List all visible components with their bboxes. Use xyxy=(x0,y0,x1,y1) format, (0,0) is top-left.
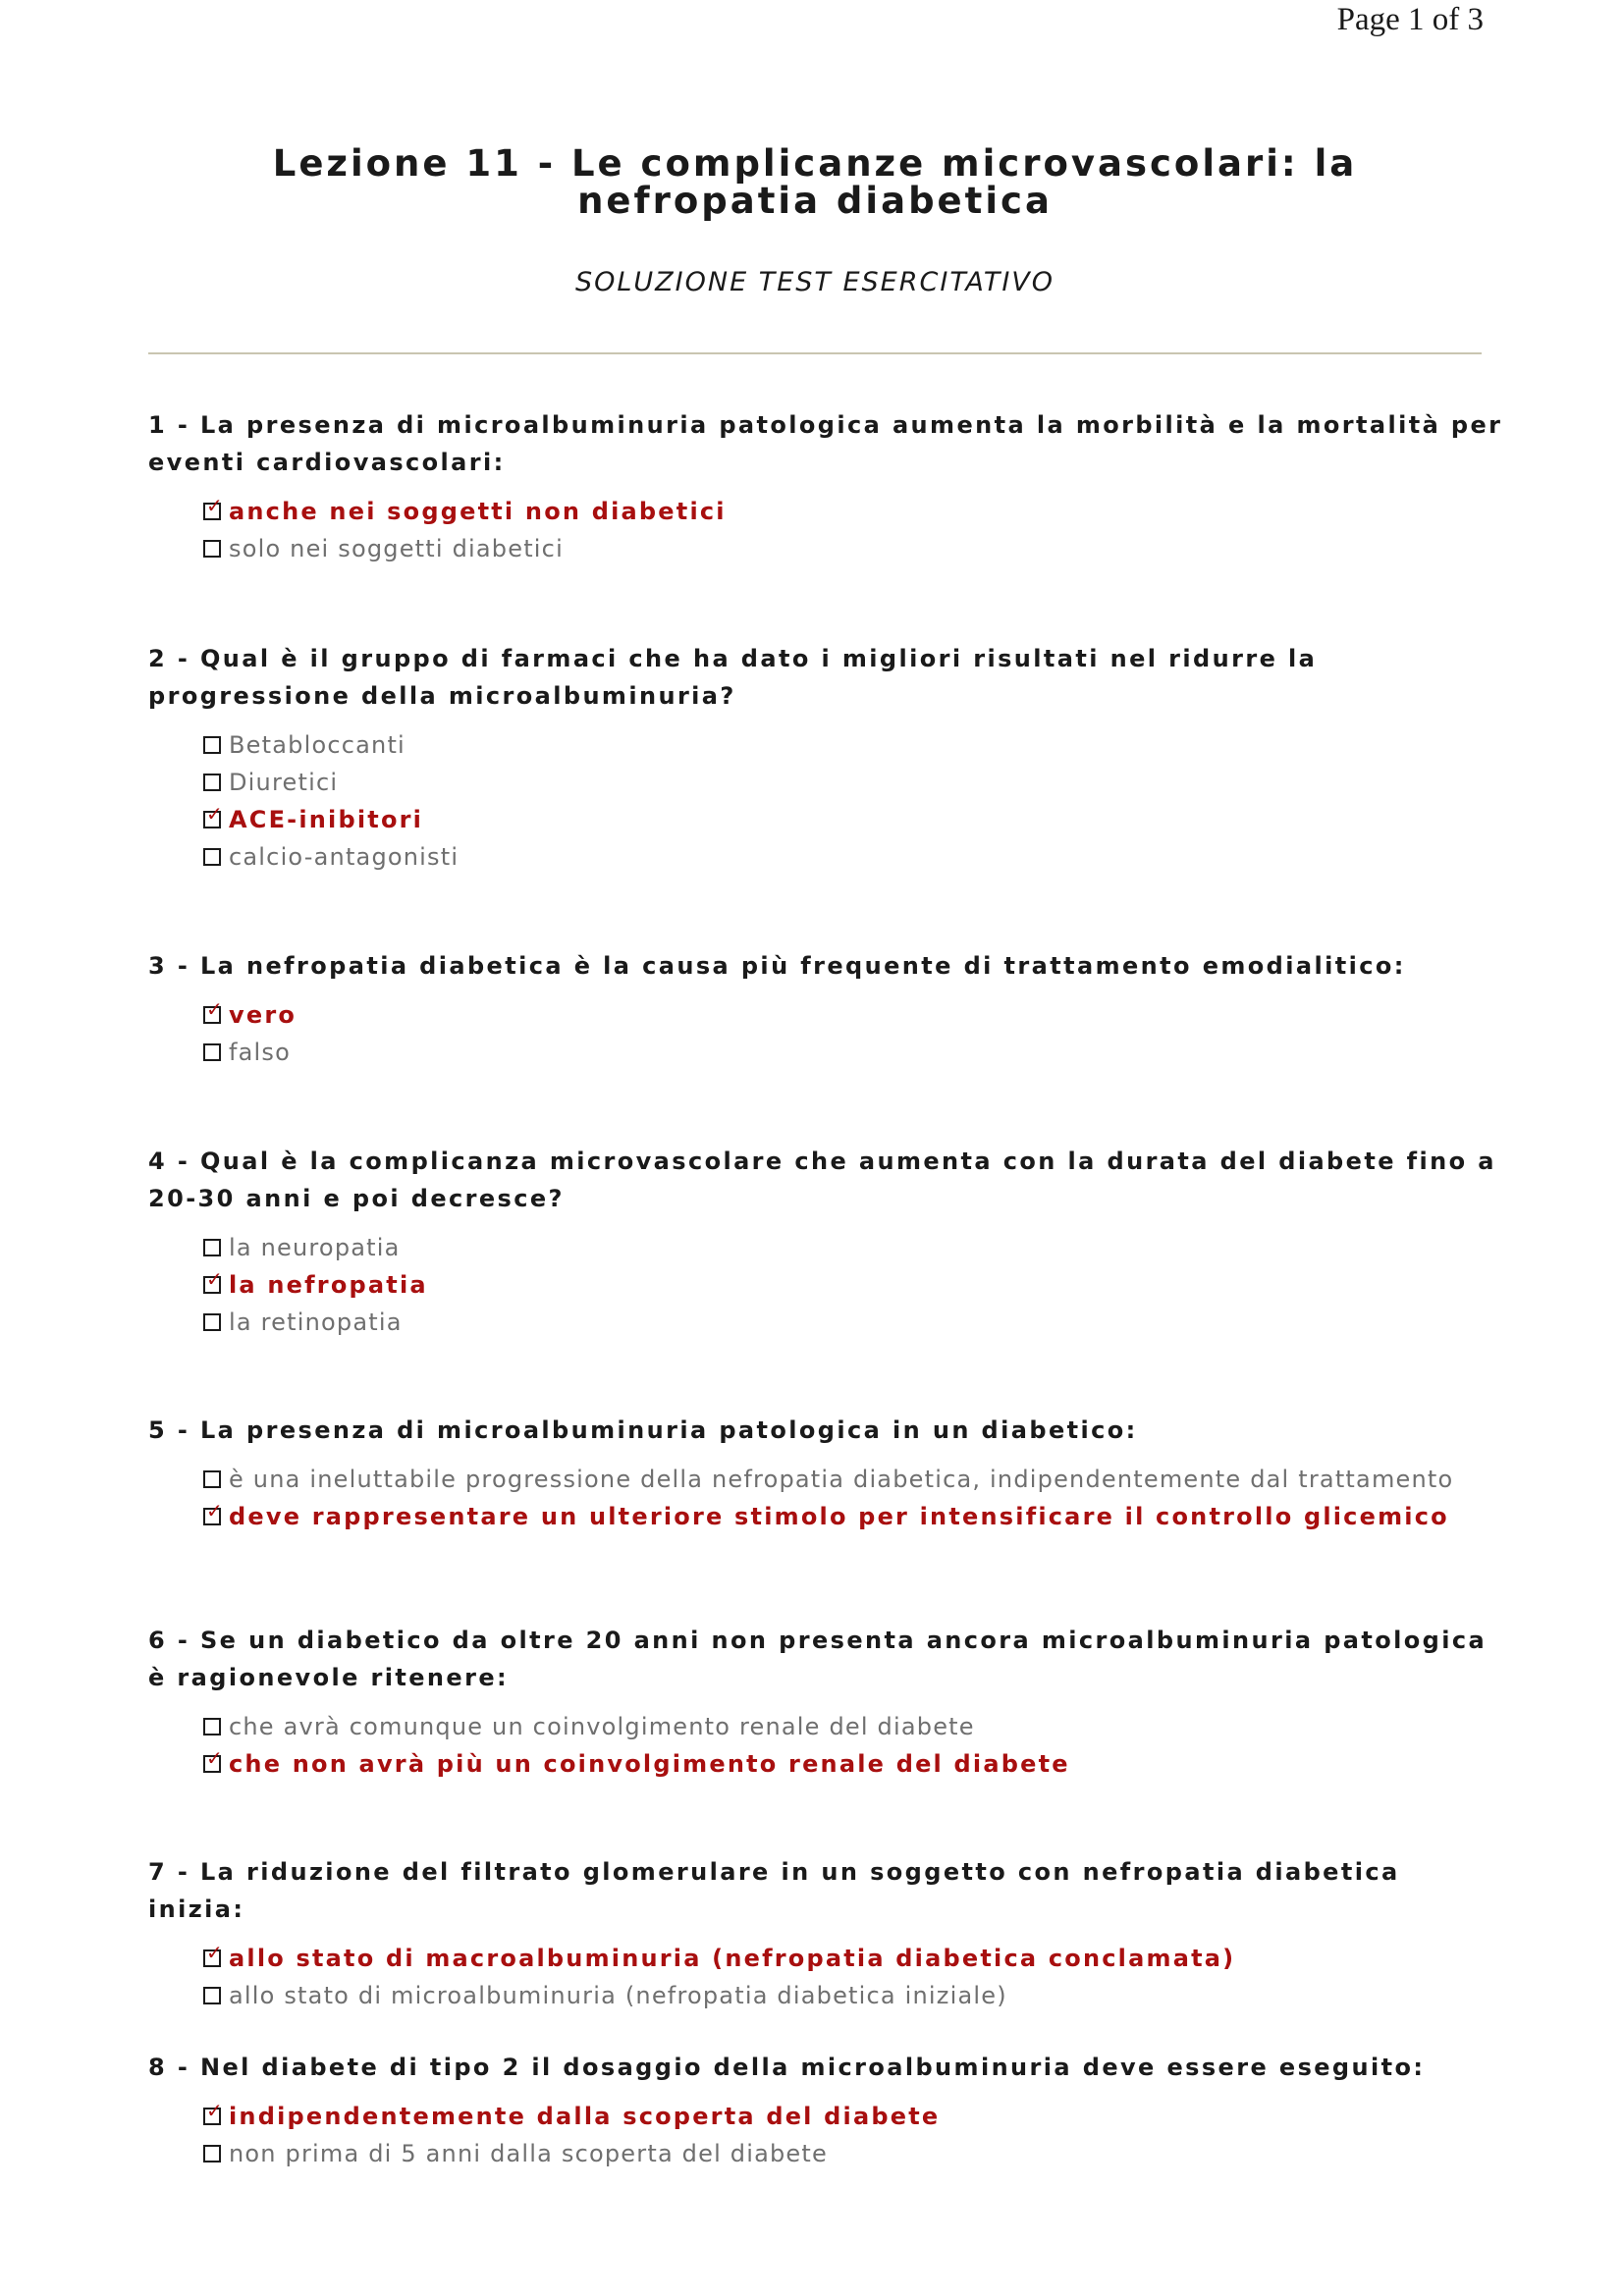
checkmark-icon: ✓ xyxy=(206,802,223,826)
checkmark-icon: ✓ xyxy=(206,1267,223,1291)
question-2 xyxy=(148,640,1503,876)
page-subtitle xyxy=(147,267,1483,297)
answer-label: è una ineluttabile progressione della nefropatia diabetica, indipendentemente dal trattamento xyxy=(229,1466,1454,1493)
checkbox-icon xyxy=(203,1470,221,1488)
question-8 xyxy=(148,2049,1503,2172)
answer-label: Diuretici xyxy=(229,769,339,796)
answer-option-correct xyxy=(203,801,1503,838)
answer-label: allo stato di microalbuminuria (nefropatia diabetica iniziale) xyxy=(229,1982,1007,2009)
answer-option-correct xyxy=(203,2098,1503,2135)
question-5 xyxy=(148,1412,1503,1535)
checked-checkbox-icon xyxy=(203,1746,223,1773)
question-text: 5 - La presenza di microalbuminuria patologica in un diabetico: xyxy=(148,1416,1138,1444)
answer-option-correct xyxy=(203,493,1503,530)
answer-option-correct xyxy=(203,996,1503,1034)
question-text: 2 - Qual è il gruppo di farmaci che ha dato i migliori risultati nel ridurre la progressione della microalbuminuria? xyxy=(148,645,1318,710)
checked-checkbox-icon xyxy=(203,1499,223,1525)
answer-label: la nefropatia xyxy=(229,1271,428,1299)
answer-options xyxy=(148,493,1503,567)
answer-label: che non avrà più un coinvolgimento renale del diabete xyxy=(229,1750,1070,1778)
checkbox-icon xyxy=(203,1718,221,1735)
question-1 xyxy=(148,406,1503,567)
answer-options xyxy=(148,1940,1503,2014)
answer-label: vero xyxy=(229,1001,298,1029)
question-4 xyxy=(148,1143,1503,1341)
answer-label: Betabloccanti xyxy=(229,731,406,759)
answer-label: non prima di 5 anni dalla scoperta del diabete xyxy=(229,2140,828,2167)
answer-label: indipendentemente dalla scoperta del diabete xyxy=(229,2103,941,2130)
answer-label: anche nei soggetti non diabetici xyxy=(229,498,727,525)
answer-label: calcio-antagonisti xyxy=(229,843,460,871)
answer-option-correct xyxy=(203,1266,1503,1304)
answer-option xyxy=(203,2135,1503,2172)
answer-options xyxy=(148,2098,1503,2172)
question-text: 6 - Se un diabetico da oltre 20 anni non presenta ancora microalbuminuria patologica è ragionevole ritenere: xyxy=(148,1627,1488,1691)
subtitle-text: SOLUZIONE TEST ESERCITATIVO xyxy=(574,267,1055,297)
answer-label: falso xyxy=(229,1039,292,1066)
answer-label: ACE-inibitori xyxy=(229,806,424,833)
answer-option xyxy=(203,1461,1503,1498)
checkbox-icon xyxy=(203,1043,221,1061)
answer-label: allo stato di macroalbuminuria (nefropatia diabetica conclamata) xyxy=(229,1945,1236,1972)
question-text: 4 - Qual è la complicanza microvascolare che aumenta con la durata del diabete fino a 20-30 anni e poi decresce? xyxy=(148,1148,1496,1212)
checkmark-icon: ✓ xyxy=(206,2099,223,2122)
checkbox-icon xyxy=(203,540,221,558)
answer-option-correct xyxy=(203,1498,1503,1535)
checkbox-icon xyxy=(203,774,221,791)
checked-checkbox-icon xyxy=(203,2099,223,2125)
answer-options xyxy=(148,996,1503,1071)
checked-checkbox-icon xyxy=(203,997,223,1024)
checkbox-icon xyxy=(203,1239,221,1256)
question-text: 3 - La nefropatia diabetica è la causa più frequente di trattamento emodialitico: xyxy=(148,952,1406,980)
answer-options xyxy=(148,1461,1503,1535)
answer-options xyxy=(148,726,1503,876)
answer-option xyxy=(203,1304,1503,1341)
question-3 xyxy=(148,947,1503,1071)
checkmark-icon: ✓ xyxy=(206,1746,223,1770)
checkbox-icon xyxy=(203,1987,221,2004)
checked-checkbox-icon xyxy=(203,494,223,520)
checkbox-icon xyxy=(203,848,221,866)
answer-options xyxy=(148,1708,1503,1783)
question-6 xyxy=(148,1622,1503,1783)
checkbox-icon xyxy=(203,736,221,754)
checked-checkbox-icon xyxy=(203,802,223,828)
answer-label: la retinopatia xyxy=(229,1308,403,1336)
answer-options xyxy=(148,1229,1503,1341)
answer-label: la neuropatia xyxy=(229,1234,401,1261)
checked-checkbox-icon xyxy=(203,1267,223,1294)
checkmark-icon: ✓ xyxy=(206,1499,223,1522)
question-text: 7 - La riduzione del filtrato glomerulare in un soggetto con nefropatia diabetica inizia: xyxy=(148,1858,1400,1923)
checked-checkbox-icon xyxy=(203,1941,223,1967)
answer-option xyxy=(203,838,1503,876)
answer-option xyxy=(203,1034,1503,1071)
question-7 xyxy=(148,1853,1503,2014)
answer-option-correct xyxy=(203,1745,1503,1783)
question-text: 1 - La presenza di microalbuminuria patologica aumenta la morbilità e la mortalità per eventi cardiovascolari: xyxy=(148,411,1503,476)
answer-option xyxy=(203,764,1503,801)
answer-option xyxy=(203,726,1503,764)
answer-label: solo nei soggetti diabetici xyxy=(229,535,564,562)
answer-label: deve rappresentare un ulteriore stimolo per intensificare il controllo glicemico xyxy=(229,1503,1449,1530)
answer-option xyxy=(203,1229,1503,1266)
answer-label: che avrà comunque un coinvolgimento renale del diabete xyxy=(229,1713,975,1740)
checkmark-icon: ✓ xyxy=(206,997,223,1021)
page-title: Lezione 11 - Le complicanze microvascolari: la nefropatia diabetica xyxy=(272,142,1358,222)
title-divider xyxy=(148,352,1482,354)
checkbox-icon xyxy=(203,2145,221,2163)
question-text: 8 - Nel diabete di tipo 2 il dosaggio della microalbuminuria deve essere eseguito: xyxy=(148,2054,1426,2081)
answer-option xyxy=(203,1977,1503,2014)
answer-option-correct xyxy=(203,1940,1503,1977)
checkbox-icon xyxy=(203,1313,221,1331)
checkmark-icon: ✓ xyxy=(206,494,223,517)
page-number: Page 1 of 3 xyxy=(1336,2,1484,37)
answer-option xyxy=(203,1708,1503,1745)
checkmark-icon: ✓ xyxy=(206,1941,223,1964)
answer-option xyxy=(203,530,1503,567)
